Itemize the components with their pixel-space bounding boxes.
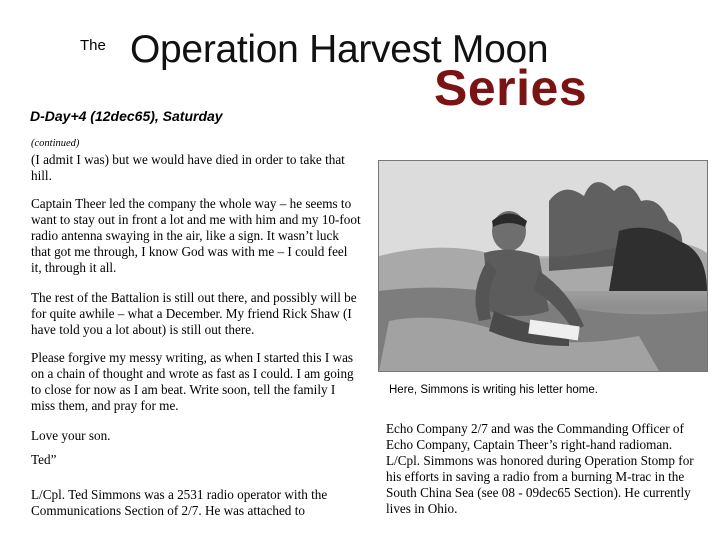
letter-paragraph: Please forgive my messy writing, as when I started this I was on a chain of thought and wrote as fast as I could. I am going to close for now as I am beat. Write soon, tell the family I miss them, and pray for me.: [31, 350, 354, 413]
title-prefix: The: [80, 37, 106, 54]
bio-left: L/Cpl. Ted Simmons was a 2531 radio operator with the Communications Section of 2/7. He was attached to: [31, 487, 328, 518]
letter-paragraph: The rest of the Battalion is still out there, and possibly will be for quite awhile – what a December. My friend Rick Shaw (I have told you a lot about) is still out there.: [31, 290, 357, 337]
soldier-photo-illustration: [379, 161, 707, 371]
letter-paragraph: (I admit I was) but we would have died in order to take that hill.: [31, 152, 345, 183]
continued-label: (continued): [31, 138, 80, 149]
soldier-photo: [378, 160, 708, 372]
letter-paragraph: Captain Theer led the company the whole way – he seems to want to stay out in front a lot and me with him and my 10-foot radio antenna swaying in the air, like a sign. It wasn’t luck that got me through, I know God was with me – I could feel it, through it all.: [31, 196, 361, 275]
photo-caption: Here, Simmons is writing his letter home.: [389, 384, 598, 396]
bio-right: Echo Company 2/7 and was the Commanding Officer of Echo Company, Captain Theer’s right-hand radioman. L/Cpl. Simmons was honored during Operation Stomp for his efforts in saving a radio from a burning M-trac in the South China Sea (see 08 - 09dec65 Section). He currently lives in Ohio.: [386, 421, 694, 516]
series-label: Series: [434, 60, 588, 116]
letter-closing: Love your son.: [31, 428, 111, 443]
letter-signature: Ted”: [31, 452, 57, 467]
page-title: Operation Harvest Moon: [130, 28, 549, 71]
date-subtitle: D-Day+4 (12dec65), Saturday: [30, 108, 223, 124]
